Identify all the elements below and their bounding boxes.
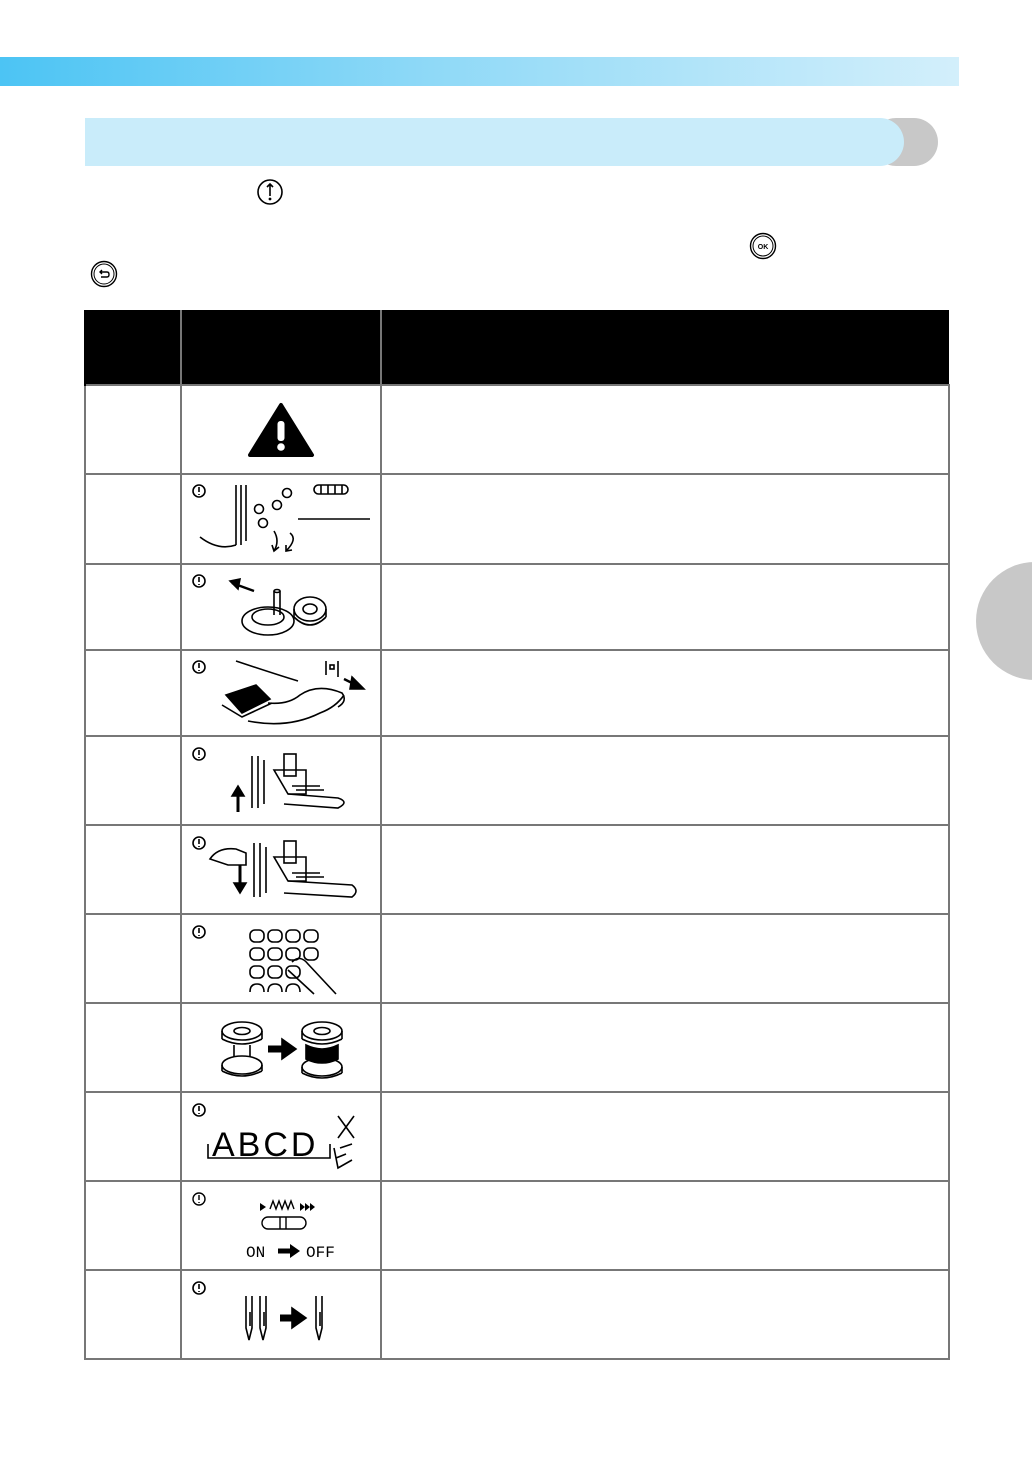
row-number-cell [85,1181,181,1270]
abcd-label: ABCD [212,1125,319,1164]
row-number-cell [85,1092,181,1181]
table-row [85,1003,949,1092]
row-message-cell [381,474,949,564]
section-title-bar [85,118,880,166]
row-number-cell [85,385,181,474]
row-number-cell [85,825,181,914]
table-row [85,385,949,474]
character-abcd-delete-icon [188,1098,374,1176]
row-icon-cell [181,1270,381,1359]
bobbin-empty-to-full-icon [188,1009,374,1087]
header-col-2 [181,310,381,385]
pattern-keys-touch-icon [188,920,374,998]
error-message-table [84,310,950,1360]
row-message-cell [381,1181,949,1270]
off-label: OFF [306,1243,335,1262]
ok-label: OK [757,244,769,251]
row-icon-cell [181,1003,381,1092]
warning-triangle-icon [246,401,316,459]
twin-to-single-needle-icon [188,1276,374,1354]
row-number-cell [85,1003,181,1092]
row-icon-cell [181,474,381,564]
row-icon-cell [181,650,381,736]
table-row [85,650,949,736]
row-icon-cell [181,914,381,1003]
table-row [85,564,949,650]
bobbin-winder-screen-icon [188,479,374,559]
row-icon-cell [181,1092,381,1181]
row-message-cell [381,385,949,474]
header-col-3 [381,310,949,385]
row-number-cell [85,1270,181,1359]
row-message-cell [381,564,949,650]
table-row [85,1181,949,1270]
row-number-cell [85,914,181,1003]
row-message-cell [381,1003,949,1092]
ok-button-icon [749,232,777,260]
row-number-cell [85,650,181,736]
table-row [85,1270,949,1359]
table-row [85,474,949,564]
row-message-cell [381,825,949,914]
row-message-cell [381,650,949,736]
row-icon-cell [181,1181,381,1270]
needle-position-button-icon [256,178,284,206]
row-message-cell [381,736,949,825]
row-message-cell [381,1092,949,1181]
back-button-icon [90,260,118,288]
presser-foot-raised-icon [188,742,374,820]
auto-reverse-on-off-icon [188,1187,374,1265]
on-label: ON [246,1243,266,1262]
table-row [85,825,949,914]
row-icon-cell [181,736,381,825]
buttonhole-lever-lowered-icon [188,831,374,909]
table-header-row [85,310,949,385]
table-row [85,1092,949,1181]
foot-controller-icon [188,655,374,731]
chapter-side-tab [976,562,1032,680]
bobbin-winder-shaft-icon [188,569,374,645]
row-number-cell [85,564,181,650]
header-col-1 [85,310,181,385]
row-icon-cell [181,564,381,650]
row-icon-cell [181,825,381,914]
row-number-cell [85,736,181,825]
row-message-cell [381,914,949,1003]
top-color-band [0,57,959,86]
table-row [85,736,949,825]
row-message-cell [381,1270,949,1359]
table-row [85,914,949,1003]
row-number-cell [85,474,181,564]
row-icon-cell [181,385,381,474]
